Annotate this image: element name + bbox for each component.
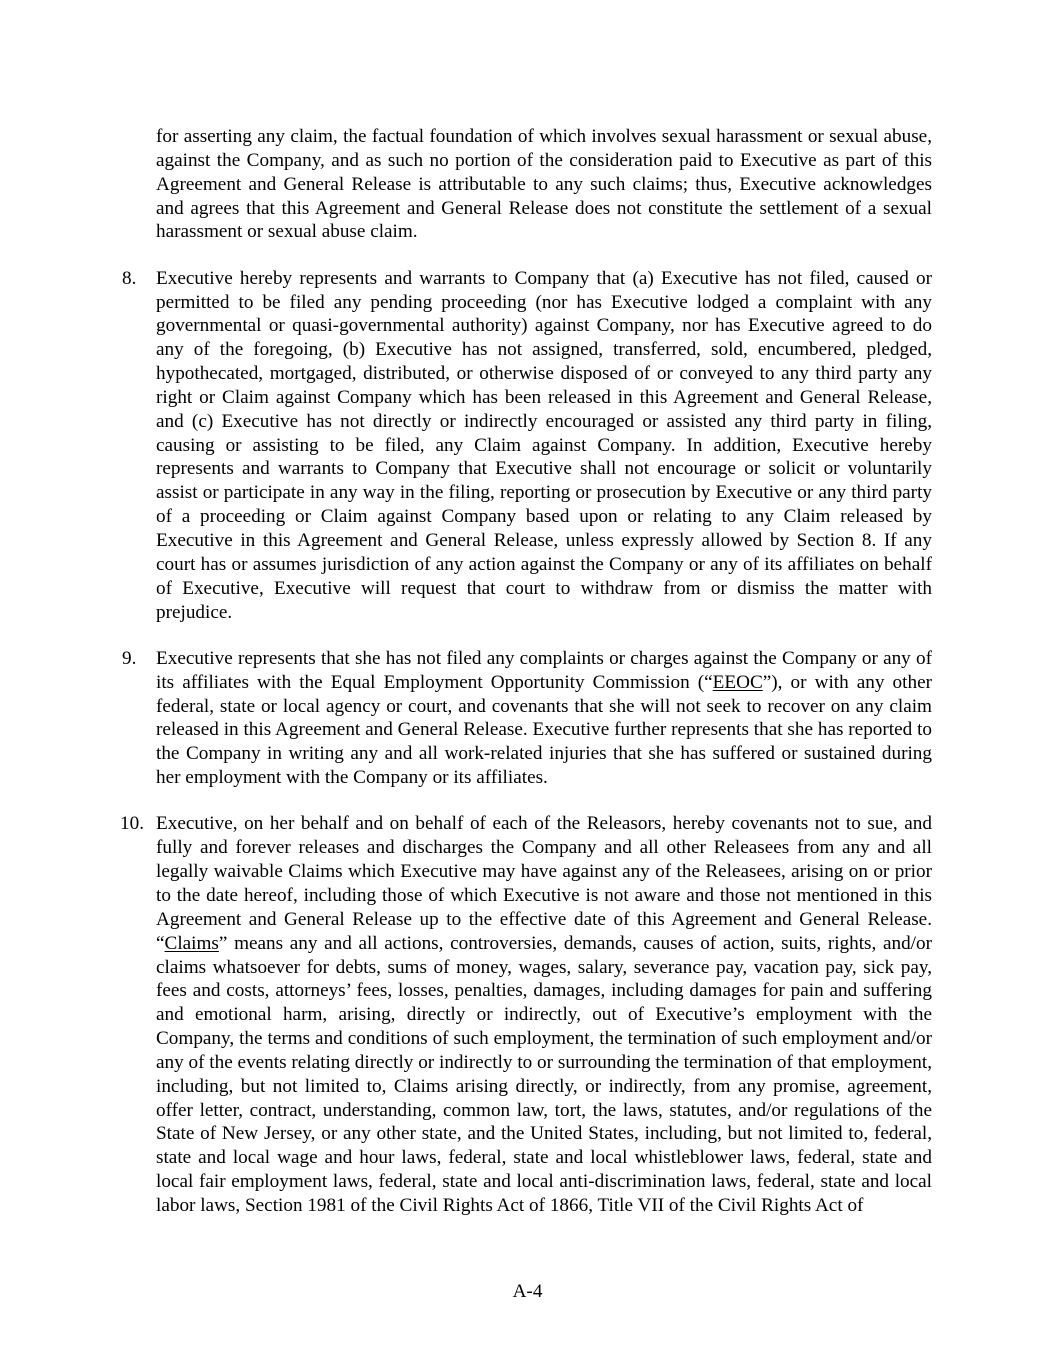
section-10-text-before: Executive, on her behalf and on behalf of each of the Releasors, hereby covenants not to sue, and fully and forever releases and discharges the Company and all other Releasees from any and all legally waivable Claims which Executive may have against any of the Releasees, arising on or prior to the date hereof, including those of which Executive is not aware and those not mentioned in this Agreement and General Release up to the effective date of this Agreement and General Release. “ <box>156 813 932 954</box>
section-10-paragraph <box>120 812 932 1217</box>
eeoc-defined-term: EEOC <box>712 671 763 693</box>
section-8-paragraph <box>122 267 932 625</box>
section-9-text-after: ”), or with any other federal, state or local agency or court, and covenants that she will not seek to recover on any claim released in this Agreement and General Release. Executive further represents that she has reported to the Company in writing any and all work-related injuries that she has suffered or sustained during her employment with the Company or its affiliates. <box>156 671 932 789</box>
section-9-paragraph <box>122 647 932 790</box>
continuation-paragraph: for asserting any claim, the factual foundation of which involves sexual harassment or sexual abuse, against the Company, and as such no portion of the consideration paid to Executive as part of this Agreement and General Release is attributable to any such claims; thus, Executive acknowledges and agrees that this Agreement and General Release does not constitute the settlement of a sexual harassment or sexual abuse claim. <box>156 126 932 243</box>
section-8-number: 8. <box>122 267 137 289</box>
section-9-number: 9. <box>122 647 137 669</box>
section-10-number: 10. <box>120 813 144 835</box>
section-10-text-after: ” means any and all actions, controversies, demands, causes of action, suits, rights, and/or claims whatsoever for debts, sums of money, wages, salary, severance pay, vacation pay, sick pay, fees and costs, attorneys’ fees, losses, penalties, damages, including damages for pain and suffering and emotional harm, arising, directly or indirectly, out of Executive’s employment with the Company, the terms and conditions of such employment, the termination of such employment and/or any of the events relating directly or indirectly to or surrounding the termination of that employment, including, but not limited to, Claims arising directly, or indirectly, from any promise, agreement, offer letter, contract, understanding, common law, tort, the laws, statutes, and/or regulations of the State of New Jersey, or any other state, and the United States, including, but not limited to, federal, state and local wage and hour laws, federal, state and local whistleblower laws, federal, state and local fair employment laws, federal, state and local anti-discrimination laws, federal, state and local labor laws, Section 1981 of the Civil Rights Act of 1866, Title VII of the Civil Rights Act of <box>156 932 932 1216</box>
section-9-text-before: Executive represents that she has not filed any complaints or charges against the Company or any of its affiliates with the Equal Employment Opportunity Commission (“ <box>156 647 932 693</box>
page-number: A-4 <box>512 1281 543 1302</box>
claims-defined-term: Claims <box>164 932 219 954</box>
section-8-text: Executive hereby represents and warrants to Company that (a) Executive has not filed, caused or permitted to be filed any pending proceeding (nor has Executive lodged a complaint with any governmental or quasi-governmental authority) against Company, nor has Executive agreed to do any of the foregoing, (b) Executive has not assigned, transferred, sold, encumbered, pledged, hypothecated, mortgaged, distributed, or otherwise disposed of or conveyed to any third party any right or Claim against Company which has been released in this Agreement and General Release, and (c) Executive has not directly or indirectly encouraged or assisted any third party in filing, causing or assisting to be filed, any Claim against Company. In addition, Executive hereby represents and warrants to Company that Executive shall not encourage or solicit or voluntarily assist or participate in any way in the filing, reporting or prosecution by Executive or any third party of a proceeding or Claim against Company based upon or relating to any Claim released by Executive in this Agreement and General Release, unless expressly allowed by Section 8. If any court has or assumes jurisdiction of any action against the Company or any of its affiliates on behalf of Executive, Executive will request that court to withdraw from or dismiss the matter with prejudice. <box>156 267 932 623</box>
document-body <box>120 125 932 1240</box>
